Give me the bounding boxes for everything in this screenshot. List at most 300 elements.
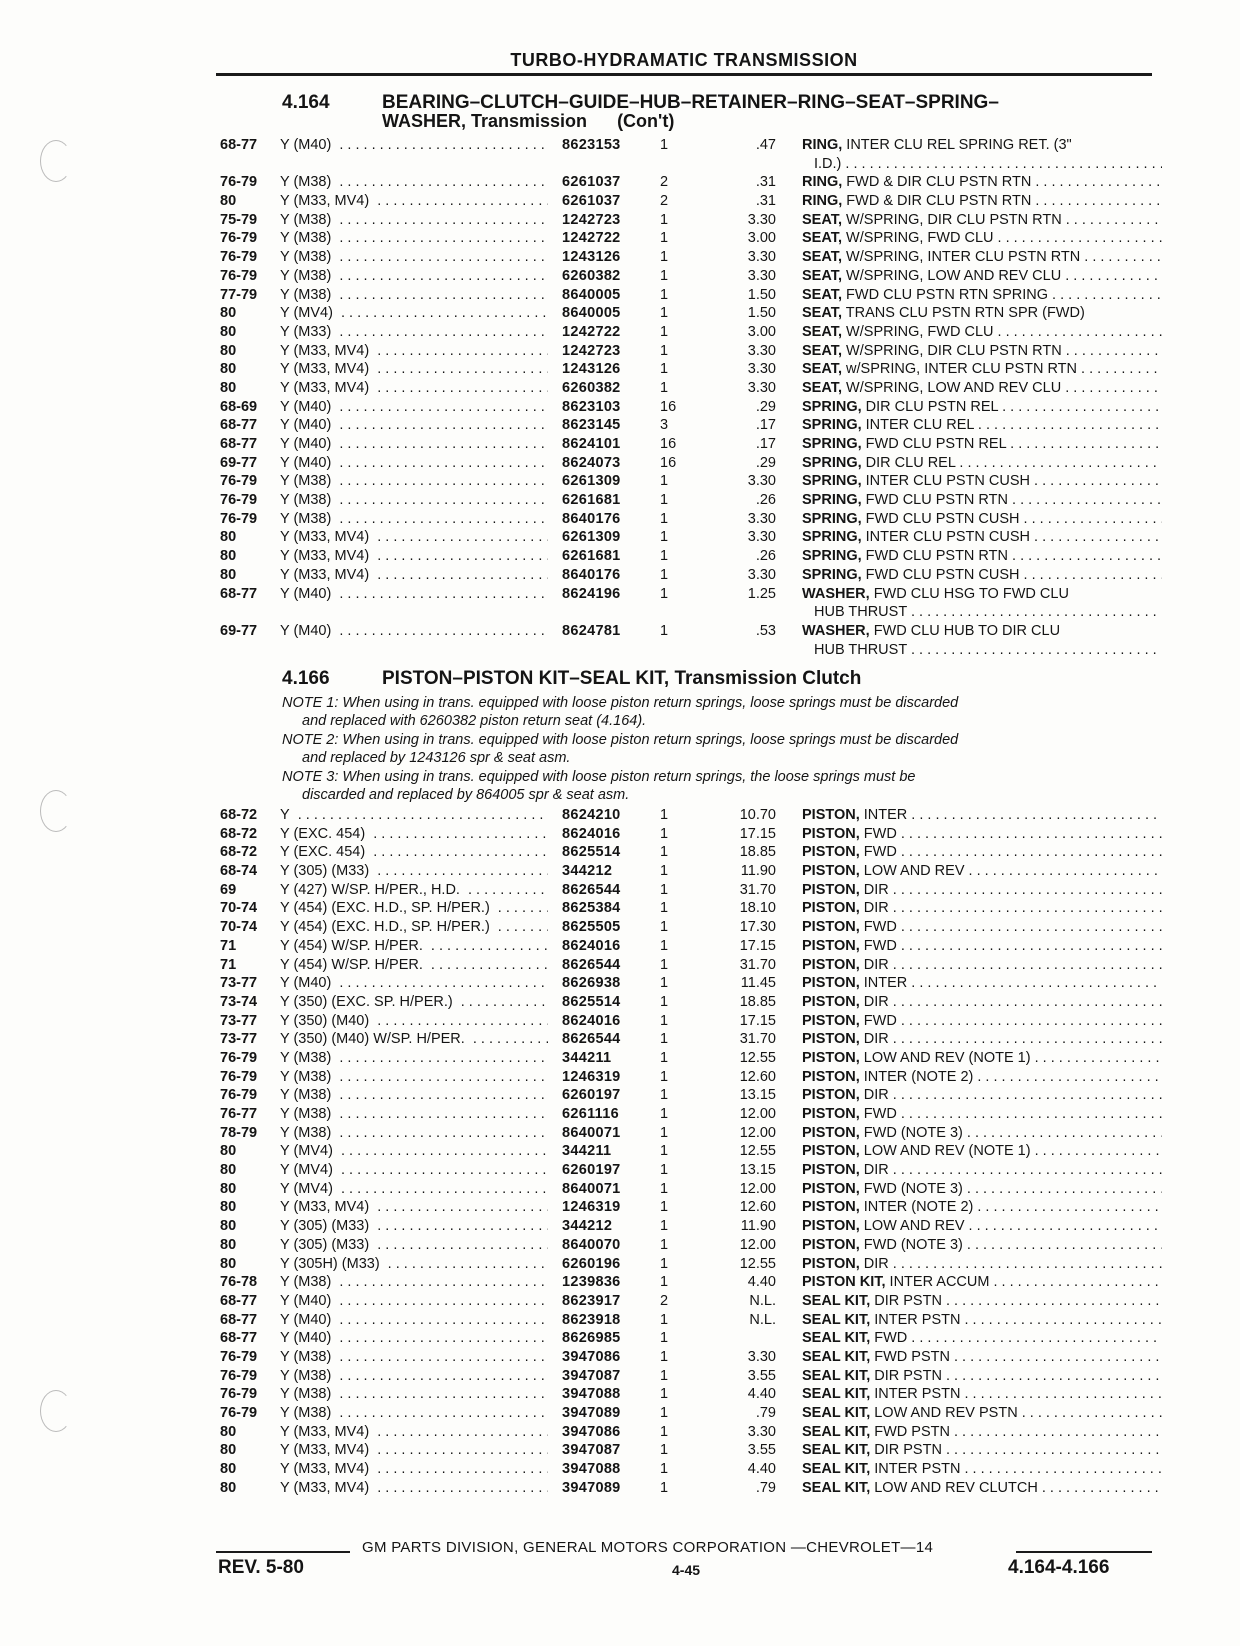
description-cell [802,585,1162,622]
part-number-cell: 1243126 [562,249,621,266]
part-number-cell: 8626544 [562,881,621,898]
model-cell [280,416,548,435]
price-cell: 13.15 [739,1162,776,1179]
table-row [0,286,1240,305]
description-line [802,286,1162,305]
description-keyword: SEAL KIT, [802,1311,871,1328]
model-text: Y (M38) [280,473,335,489]
quantity-cell: 1 [660,1367,669,1384]
revision-label: REV. 5-80 [218,1557,304,1578]
price-cell: 17.30 [739,919,776,936]
year-cell: 80 [220,342,237,359]
model-cell [280,1348,548,1367]
description-keyword: SPRING, [802,473,862,490]
table-row [0,1124,1240,1143]
year-cell: 70-74 [220,900,258,917]
model-text: Y (M33, MV4) [280,193,373,209]
model-text: Y (M40) [280,1330,335,1346]
quantity-cell: 16 [660,398,677,415]
table-row [0,1030,1240,1049]
part-number-cell: 8624210 [562,807,621,823]
model-cell [280,806,548,825]
description-keyword: PISTON, [802,1162,860,1179]
year-cell: 76-79 [220,473,258,490]
model-cell [280,585,548,604]
description-keyword: SEAL KIT, [802,1479,871,1496]
year-cell: 80 [220,1162,237,1179]
description-text: FWD (NOTE 3) [859,1180,963,1197]
part-number-cell: 6261309 [562,529,621,546]
model-cell [280,1105,548,1124]
table-row [0,1311,1240,1330]
description-text: DIR PSTN [870,1367,942,1384]
description-cell [802,1142,1162,1161]
model-text: Y (M40) [280,975,335,991]
year-cell: 76-79 [220,249,258,266]
description-line [802,622,1162,641]
quantity-cell: 1 [660,379,669,396]
price-cell: 12.55 [739,1143,776,1160]
quantity-cell: 1 [660,863,669,880]
table-row [0,1460,1240,1479]
quantity-cell: 1 [660,825,669,842]
description-line [802,435,1162,454]
quantity-cell: 1 [660,622,669,639]
description-text: FWD CLU PSTN REL [861,436,1007,453]
price-cell: 3.55 [747,1442,776,1459]
part-number-cell: 8624101 [562,436,621,453]
year-cell: 69-77 [220,454,258,471]
model-text: Y (M40) [280,1293,335,1309]
model-cell [280,1142,548,1161]
model-cell [280,1180,548,1199]
model-cell [280,1385,548,1404]
year-cell: 68-74 [220,863,258,880]
footer-publisher: GM PARTS DIVISION, GENERAL MOTORS CORPORATION —CHEVROLET—14 [362,1539,934,1556]
price-cell: 3.00 [747,323,776,340]
quantity-cell: 1 [660,1461,669,1478]
table-row [0,1255,1240,1274]
table-row [0,1105,1240,1124]
model-cell [280,937,548,956]
part-number-cell: 8640005 [562,286,621,303]
quantity-cell: 16 [660,436,677,453]
description-keyword: PISTON, [802,993,860,1010]
model-text: Y (M33, MV4) [280,1199,373,1215]
model-cell [280,956,548,975]
description-cell [802,956,1162,975]
year-cell: 68-77 [220,1311,258,1328]
quantity-cell: 1 [660,566,669,583]
section-title-4166 [282,668,861,689]
year-cell: 76-79 [220,230,258,247]
model-cell [280,342,548,361]
description-line [802,843,1162,862]
description-continuation: HUB THRUST . . . [802,603,1162,622]
description-keyword: PISTON, [802,937,860,954]
description-line [802,881,1162,900]
quantity-cell: 1 [660,1031,669,1048]
year-cell: 73-74 [220,993,258,1010]
table-row [0,974,1240,993]
price-cell: .29 [755,398,776,415]
description-line [802,825,1162,844]
table-row [0,1086,1240,1105]
quantity-cell: 1 [660,1162,669,1179]
model-text: Y (350) (EXC. SP. H/PER.) [280,994,457,1010]
description-cell [802,528,1162,547]
model-cell [280,1460,548,1479]
table-row [0,806,1240,825]
description-text: w/SPRING, INTER CLU PSTN RTN [842,361,1078,378]
price-cell: 13.15 [739,1087,776,1104]
part-number-cell: 8623917 [562,1292,621,1309]
description-keyword: SEAL KIT, [802,1348,871,1365]
model-text: Y (M33, MV4) [280,361,373,377]
description-keyword: SPRING, [802,566,862,583]
model-cell [280,1329,548,1348]
description-line [802,1404,1162,1423]
year-cell: 78-79 [220,1124,258,1141]
year-cell: 75-79 [220,211,258,228]
section-heading: BEARING–CLUTCH–GUIDE–HUB–RETAINER–RING–SEAT–SPRING– [382,92,999,113]
price-cell: 3.30 [747,342,776,359]
description-text: FWD & DIR CLU PSTN RTN [842,193,1032,210]
price-cell: .47 [755,137,776,153]
model-cell [280,1198,548,1217]
year-cell: 68-72 [220,844,258,861]
model-cell [280,974,548,993]
description-line [802,342,1162,361]
quantity-cell: 1 [660,1423,669,1440]
description-cell [802,229,1162,248]
price-cell: N.L. [749,1292,776,1309]
section-heading: PISTON–PISTON KIT–SEAL KIT, Transmission Clutch [382,668,862,689]
price-cell: 12.60 [739,1068,776,1085]
part-number-cell: 8625505 [562,919,621,936]
model-text: Y (M38) [280,230,335,246]
description-text: FWD CLU PSTN CUSH [861,510,1020,527]
description-cell [802,1385,1162,1404]
year-cell: 76-79 [220,492,258,509]
price-cell: 3.30 [747,566,776,583]
price-cell: .29 [755,454,776,471]
table-row [0,1217,1240,1236]
quantity-cell: 1 [660,323,669,340]
description-cell [802,398,1162,417]
model-text: Y (454) (EXC. H.D., SP. H/PER.) [280,900,494,916]
description-line [802,993,1162,1012]
model-text: Y (454) (EXC. H.D., SP. H/PER.) [280,919,494,935]
part-number-cell: 6260382 [562,267,621,284]
year-cell: 70-74 [220,919,258,936]
price-cell: 1.50 [747,286,776,303]
price-cell: 18.10 [739,900,776,917]
model-cell [280,173,548,192]
price-cell: .17 [755,417,776,434]
description-keyword: SEAT, [802,342,843,359]
price-cell: 3.55 [747,1367,776,1384]
description-keyword: PISTON, [802,844,860,861]
model-cell [280,136,548,155]
description-text: INTER CLU PSTN CUSH [861,529,1031,546]
part-number-cell: 8625384 [562,900,621,917]
part-number-cell: 1239836 [562,1274,621,1291]
description-keyword: SEAL KIT, [802,1423,871,1440]
description-text: FWD (NOTE 3) [859,1124,963,1141]
model-text: Y (454) W/SP. H/PER. [280,957,427,973]
footer-rule-right [1016,1551,1152,1553]
price-cell: 18.85 [739,844,776,861]
model-text: Y (454) W/SP. H/PER. [280,938,427,954]
description-cell [802,435,1162,454]
quantity-cell: 1 [660,267,669,284]
table-row [0,342,1240,361]
binder-hole [40,790,72,832]
price-cell: 1.25 [747,585,776,602]
description-cell [802,622,1162,659]
table-row [0,248,1240,267]
description-cell [802,1198,1162,1217]
description-text: FWD PSTN [870,1348,950,1365]
description-text: FWD [859,825,897,842]
table-row [0,1423,1240,1442]
binder-hole [40,140,72,182]
table-row [0,211,1240,230]
description-line [802,899,1162,918]
model-cell [280,528,548,547]
model-cell [280,1273,548,1292]
price-cell: .26 [755,548,776,565]
description-keyword: SEAT, [802,211,843,228]
description-keyword: SEAT, [802,361,843,378]
table-row [0,304,1240,323]
description-cell [802,1441,1162,1460]
description-text: DIR [859,1031,889,1048]
part-number-cell: 6261037 [562,193,621,210]
quantity-cell: 1 [660,1274,669,1291]
description-keyword: PISTON, [802,1199,860,1216]
description-line [802,1124,1162,1143]
description-cell [802,806,1162,825]
part-number-cell: 3947088 [562,1461,621,1478]
price-cell: 12.60 [739,1199,776,1216]
quantity-cell: 1 [660,585,669,602]
table-row [0,435,1240,454]
description-text: W/SPRING, DIR CLU PSTN RTN [842,342,1062,359]
description-line [802,360,1162,379]
model-cell [280,454,548,473]
part-number-cell: 3947089 [562,1479,621,1496]
note-2: NOTE 2: When using in trans. equipped with loose piston return springs, loose springs must be discarded and replaced by 1243126 spr & seat asm. [282,732,959,766]
description-text: W/SPRING, DIR CLU PSTN RTN [842,211,1062,228]
price-cell: 3.30 [747,1348,776,1365]
description-text: FWD CLU PSTN CUSH [861,566,1020,583]
model-cell [280,491,548,510]
year-cell: 76-79 [220,1068,258,1085]
description-text: FWD (NOTE 3) [859,1236,963,1253]
price-cell: 31.70 [739,1031,776,1048]
model-text: Y (MV4) [280,1143,337,1159]
model-text: Y (M33, MV4) [280,548,373,564]
model-text: Y (MV4) [280,1181,337,1197]
quantity-cell: 1 [660,1049,669,1066]
description-keyword: PISTON, [802,1087,860,1104]
description-line [802,1348,1162,1367]
quantity-cell: 1 [660,900,669,917]
part-number-cell: 344212 [562,1218,613,1235]
part-number-cell: 8623918 [562,1311,621,1328]
year-cell: 68-69 [220,398,258,415]
quantity-cell: 1 [660,807,669,823]
year-cell: 69-77 [220,622,258,639]
quantity-cell: 1 [660,249,669,266]
part-number-cell: 3947086 [562,1348,621,1365]
table-row [0,1329,1240,1348]
model-text: Y (M38) [280,511,335,527]
table-row [0,843,1240,862]
description-text: LOW AND REV (NOTE 1) [859,1049,1031,1066]
part-number-cell: 8624073 [562,454,621,471]
quantity-cell: 1 [660,1087,669,1104]
description-line [802,937,1162,956]
model-text: Y (M33, MV4) [280,1480,373,1496]
table-row [0,360,1240,379]
model-text: Y (M38) [280,1405,335,1421]
model-cell [280,435,548,454]
description-line [802,267,1162,286]
section-subtitle: WASHER, Transmission [382,111,588,131]
description-cell [802,1161,1162,1180]
model-cell [280,229,548,248]
price-cell: 31.70 [739,956,776,973]
description-keyword: PISTON, [802,1068,860,1085]
description-keyword: SEAT, [802,267,843,284]
description-keyword: SEAL KIT, [802,1386,871,1403]
description-line [802,379,1162,398]
model-cell [280,1404,548,1423]
description-text: INTER PSTN [870,1461,961,1478]
model-text: Y (305) (M33) [280,1237,373,1253]
quantity-cell: 1 [660,305,669,322]
table-row [0,1236,1240,1255]
model-cell [280,1086,548,1105]
model-text: Y [280,807,294,823]
description-text: INTER (NOTE 2) [859,1068,974,1085]
year-cell: 80 [220,566,237,583]
description-keyword: PISTON, [802,1143,860,1160]
year-cell: 68-77 [220,585,258,602]
description-line [802,918,1162,937]
section-subtitle-4164 [382,112,674,130]
model-cell [280,472,548,491]
description-cell [802,937,1162,956]
price-cell: 4.40 [747,1274,776,1291]
description-cell [802,491,1162,510]
description-cell [802,342,1162,361]
quantity-cell: 1 [660,1348,669,1365]
part-number-cell: 8626544 [562,956,621,973]
price-cell: 12.00 [739,1236,776,1253]
description-line [802,1049,1162,1068]
year-cell: 76-79 [220,1348,258,1365]
description-cell [802,136,1162,173]
description-line [802,472,1162,491]
price-cell: N.L. [749,1311,776,1328]
year-cell: 68-77 [220,1292,258,1309]
model-text: Y (M38) [280,1125,335,1141]
table-row [0,1479,1240,1498]
price-cell: .79 [755,1405,776,1421]
description-cell [802,1180,1162,1199]
quantity-cell: 1 [660,1236,669,1253]
part-number-cell: 6261681 [562,548,621,565]
part-number-cell: 8624016 [562,825,621,842]
model-text: Y (M38) [280,212,335,228]
table-row [0,229,1240,248]
description-keyword: SEAL KIT, [802,1330,871,1347]
description-keyword: PISTON, [802,1049,860,1066]
year-cell: 80 [220,1199,237,1216]
description-line [802,1460,1162,1479]
price-cell: 17.15 [739,937,776,954]
description-keyword: PISTON, [802,956,860,973]
description-cell [802,862,1162,881]
description-line [802,248,1162,267]
model-cell [280,622,548,641]
part-number-cell: 3947089 [562,1405,621,1421]
description-line [802,566,1162,585]
model-text: Y (305) (M33) [280,863,373,879]
description-cell [802,843,1162,862]
quantity-cell: 1 [660,881,669,898]
year-cell: 76-78 [220,1274,258,1291]
description-text: DIR [859,1255,889,1272]
table-row [0,379,1240,398]
model-text: Y (305H) (M33) [280,1256,384,1272]
table-row [0,323,1240,342]
year-cell: 80 [220,193,237,210]
part-number-cell: 6261037 [562,174,621,191]
model-text: Y (M38) [280,492,335,508]
page-number: 4-45 [672,1562,701,1578]
description-line [802,1161,1162,1180]
quantity-cell: 3 [660,417,669,434]
price-cell: 3.30 [747,529,776,546]
description-line [802,304,1162,323]
description-keyword: SEAT, [802,379,843,396]
part-number-cell: 1242722 [562,230,621,247]
description-cell [802,1105,1162,1124]
model-text: Y (M40) [280,455,335,471]
part-number-cell: 8640176 [562,510,621,527]
description-line [802,1255,1162,1274]
model-cell [280,862,548,881]
description-line [802,1236,1162,1255]
quantity-cell: 1 [660,230,669,247]
part-number-cell: 8640070 [562,1236,621,1253]
description-keyword: PISTON, [802,900,860,917]
description-text: DIR [859,993,889,1010]
quantity-cell: 1 [660,1199,669,1216]
description-keyword: RING, [802,174,843,191]
quantity-cell: 1 [660,1442,669,1459]
price-cell: 4.40 [747,1386,776,1403]
description-line [802,1068,1162,1087]
table-row [0,899,1240,918]
description-text: FWD [859,1106,897,1122]
note-3: NOTE 3: When using in trans. equipped with loose piston return springs, the loose springs must be discarded and replaced by 864005 spr & seat asm. [282,769,916,803]
